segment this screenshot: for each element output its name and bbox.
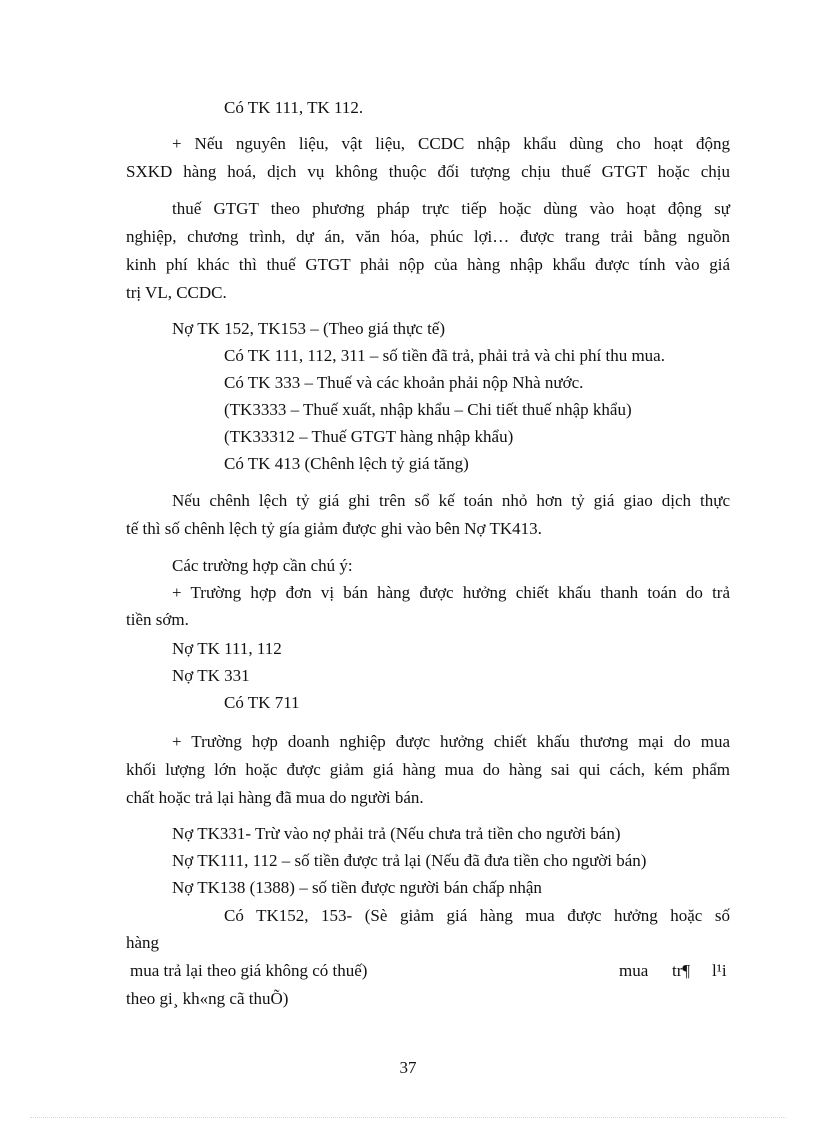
entry-line: Nợ TK 152, TK153 – (Theo giá thực tế): [172, 319, 445, 338]
text-line: Có TK 111, TK 112.: [224, 98, 364, 117]
paragraph-line: thuế GTGT theo phương pháp trực tiếp hoặc dùng vào hoạt động sự: [172, 199, 730, 218]
paragraph-line: nghiệp, chương trình, dự án, văn hóa, phúc lợi… được trang trải bằng nguồn: [126, 227, 730, 246]
page-number: 37: [399, 1058, 417, 1077]
paragraph-line: Nếu chênh lệch tỷ giá ghi trên sổ kế toán nhỏ hơn tỷ giá giao dịch thực: [172, 491, 730, 510]
entry-line: Có TK152, 153- (Sè giảm giá hàng mua được hưởng hoặc số: [224, 906, 730, 925]
entry-line: Có TK 711: [224, 693, 300, 712]
bottom-divider: [30, 1117, 786, 1118]
paragraph-line: kinh phí khác thì thuế GTGT phải nộp của hàng nhập khẩu được tính vào giá: [126, 255, 730, 274]
paragraph-line: chất hoặc trả lại hàng đã mua do người bán.: [126, 788, 424, 807]
paragraph-line: SXKD hàng hoá, dịch vụ không thuộc đối tượng chịu thuế GTGT hoặc chịu: [126, 162, 730, 181]
paragraph-line: khối lượng lớn hoặc được giảm giá hàng mua do hàng sai qui cách, kém phẩm: [126, 760, 730, 779]
paragraph-line: + Trường hợp đơn vị bán hàng được hưởng chiết khấu thanh toán do trả: [172, 583, 730, 602]
garbled-fragment: l¹i: [712, 961, 727, 980]
paragraph-line: tế thì số chênh lệch tỷ gía giảm được ghi vào bên Nợ TK413.: [126, 519, 542, 538]
paragraph-line: tiền sớm.: [126, 610, 189, 629]
garbled-line: theo gi¸ kh«ng cã thuÕ): [126, 989, 289, 1008]
entry-line: (TK33312 – Thuế GTGT hàng nhập khẩu): [224, 427, 514, 446]
entry-line: Nợ TK138 (1388) – số tiền được người bán chấp nhận: [172, 878, 542, 897]
entry-line: Nợ TK111, 112 – số tiền được trả lại (Nếu đã đưa tiền cho người bán): [172, 851, 647, 870]
entry-line: (TK3333 – Thuế xuất, nhập khẩu – Chi tiết thuế nhập khẩu): [224, 400, 632, 419]
garbled-fragment: mua: [619, 961, 649, 980]
entry-line: Nợ TK331- Trừ vào nợ phải trả (Nếu chưa trả tiền cho người bán): [172, 824, 621, 843]
entry-line: mua trả lại theo giá không có thuế): [130, 961, 368, 980]
garbled-fragment: tr¶: [672, 961, 691, 980]
paragraph-line: + Trường hợp doanh nghiệp được hưởng chiết khấu thương mại do mua: [172, 732, 730, 751]
entry-line: Nợ TK 331: [172, 666, 250, 685]
entry-line: Có TK 413 (Chênh lệch tỷ giá tăng): [224, 454, 469, 473]
entry-line: Nợ TK 111, 112: [172, 639, 282, 658]
entry-line: Có TK 111, 112, 311 – số tiền đã trả, phải trả và chi phí thu mua.: [224, 346, 665, 365]
paragraph-line: trị VL, CCDC.: [126, 283, 227, 302]
entry-line: Có TK 333 – Thuế và các khoản phải nộp Nhà nước.: [224, 373, 584, 392]
entry-line: hàng: [126, 933, 160, 952]
paragraph-line: + Nếu nguyên liệu, vật liệu, CCDC nhập khẩu dùng cho hoạt động: [172, 134, 730, 153]
section-heading: Các trường hợp cần chú ý:: [172, 556, 353, 575]
